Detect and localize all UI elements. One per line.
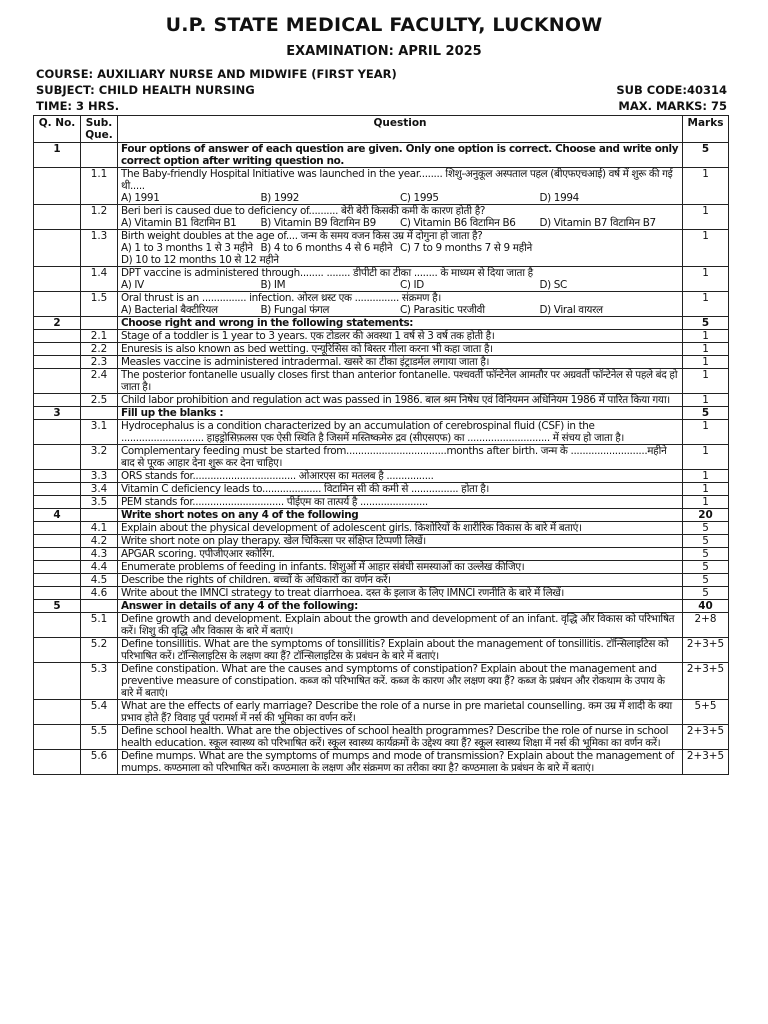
sub-question-number: 3.2 [81, 445, 118, 470]
question-text: Define constipation. What are the causes and symptoms of constipation? Explain about the management and preventive measure of constipation. कब्ज को परिभाषित करें. कब्ज के कारण और लक्षण क्या हैं? कब्ज के प्रबंधन और रोकथाम के उपाय के बारे में बताएं। [121, 663, 665, 699]
question-cell [118, 535, 683, 548]
answer-option: A) IV [121, 279, 144, 291]
sub-question-number: 3.3 [81, 470, 118, 483]
q-no-blank [34, 343, 81, 356]
q-no-blank [34, 548, 81, 561]
question-row [34, 574, 729, 587]
col-header-q-no: Q. No. [34, 116, 81, 143]
section-instruction: Choose right and wrong in the following statements: [118, 317, 683, 330]
question-marks: 5 [683, 561, 729, 574]
question-row [34, 292, 729, 317]
section-number: 1 [34, 143, 81, 168]
q-no-blank [34, 394, 81, 407]
question-row [34, 230, 729, 267]
question-text: Oral thrust is an ............... infection. ओरल थ्रस्ट एक ............... संक्रमण है। [121, 292, 441, 304]
question-text: Complementary feeding must be started from..................................months after birth. जन्म के ..........................महीने बाद से पूरक आहार देना शुरू कर देना चाहिए। [121, 445, 667, 469]
q-no-blank [34, 330, 81, 343]
question-marks: 1 [683, 168, 729, 205]
question-cell [118, 470, 683, 483]
q-no-blank [34, 445, 81, 470]
question-text: Write about the IMNCI strategy to treat diarrhoea. दस्त के इलाज के लिए IMNCI रणनीति के बारे में लिखें। [121, 587, 565, 599]
question-text: Define tonsillitis. What are the symptoms of tonsillitis? Explain about the management of tonsillitis. टॉन्सिलाइटिस को परिभाषित करें। टॉन्सिलाइटिस के लक्षण क्या हैं? टॉन्सिलाइटिस के प्रबंधन के बारे में बताएं। [121, 638, 669, 662]
question-marks: 1 [683, 205, 729, 230]
question-row [34, 638, 729, 663]
sub-question-number: 3.5 [81, 496, 118, 509]
question-cell [118, 356, 683, 369]
section-sub-blank [81, 509, 118, 522]
question-row [34, 663, 729, 700]
question-marks: 1 [683, 483, 729, 496]
question-text: Birth weight doubles at the age of.... जन्म के समय वजन किस उम्र में दोगुना हो जाता है? [121, 230, 483, 242]
sub-question-number: 5.5 [81, 725, 118, 750]
col-header-sub-que: Sub. Que. [81, 116, 118, 143]
question-marks: 5 [683, 535, 729, 548]
question-text: ORS stands for................................... ओआरएस का मतलब है ................ [121, 470, 434, 482]
sub-question-number: 1.1 [81, 168, 118, 205]
q-no-blank [34, 535, 81, 548]
question-row [34, 587, 729, 600]
sub-question-number: 5.2 [81, 638, 118, 663]
q-no-blank [34, 470, 81, 483]
q-no-blank [34, 483, 81, 496]
question-text: Explain about the physical development of adolescent girls. किशोरियों के शारीरिक विकास के बारे में बताएं। [121, 522, 582, 534]
question-row [34, 522, 729, 535]
question-marks: 1 [683, 267, 729, 292]
question-table-body [34, 143, 729, 775]
question-marks: 2+3+5 [683, 750, 729, 775]
question-text: Write short note on play therapy. खेल चिकित्सा पर संक्षिप्त टिप्पणी लिखें। [121, 535, 426, 547]
time-line: TIME: 3 HRS. [36, 99, 120, 113]
question-row [34, 725, 729, 750]
answer-options [121, 279, 679, 291]
question-marks: 1 [683, 330, 729, 343]
answer-option: A) Bacterial बैक्टीरियल [121, 304, 218, 316]
question-text: PEM stands for............................... पीईएम का तात्पर्य है ....................... [121, 496, 428, 508]
question-row [34, 496, 729, 509]
question-cell [118, 420, 683, 445]
sub-question-number: 2.5 [81, 394, 118, 407]
question-marks: 1 [683, 356, 729, 369]
section-sub-blank [81, 143, 118, 168]
sub-question-number: 5.4 [81, 700, 118, 725]
answer-option: B) 4 to 6 months 4 से 6 महीने [260, 242, 393, 254]
section-number: 3 [34, 407, 81, 420]
question-marks: 1 [683, 394, 729, 407]
question-cell [118, 587, 683, 600]
question-row [34, 470, 729, 483]
question-cell [118, 663, 683, 700]
question-text: Describe the rights of children. बच्चों के अधिकारों का वर्णन करें। [121, 574, 391, 586]
table-header-row [34, 116, 729, 143]
answer-option: A) 1991 [121, 192, 160, 204]
question-cell [118, 725, 683, 750]
sub-question-number: 2.1 [81, 330, 118, 343]
institution-title: U.P. STATE MEDICAL FACULTY, LUCKNOW [165, 14, 603, 36]
question-row [34, 356, 729, 369]
q-no-blank [34, 292, 81, 317]
section-marks: 40 [683, 600, 729, 613]
answer-option: C) 7 to 9 months 7 से 9 महीने [400, 242, 532, 254]
question-text: Beri beri is caused due to deficiency of.......... बेरी बेरी किसकी कमी के कारण होती है? [121, 205, 486, 217]
sub-question-number: 2.3 [81, 356, 118, 369]
question-row [34, 535, 729, 548]
question-text: Measles vaccine is administered intradermal. खसरे का टीका इंट्राडर्मल लगाया जाता है। [121, 356, 490, 368]
answer-option: C) Parasitic परजीवी [400, 304, 485, 316]
section-instruction: Fill up the blanks : [118, 407, 683, 420]
section-sub-blank [81, 407, 118, 420]
q-no-blank [34, 205, 81, 230]
sub-question-number: 1.4 [81, 267, 118, 292]
answer-option: B) Vitamin B9 विटामिन B9 [260, 217, 376, 229]
question-marks: 1 [683, 230, 729, 267]
question-row [34, 330, 729, 343]
question-row [34, 343, 729, 356]
question-row [34, 483, 729, 496]
question-cell [118, 445, 683, 470]
question-row [34, 613, 729, 638]
question-text: The Baby-friendly Hospital Initiative was launched in the year........ शिशु-अनुकूल अस्पताल पहल (बीएफएचआई) वर्ष में शुरू की गई थी..... [121, 168, 673, 192]
sub-question-number: 3.1 [81, 420, 118, 445]
answer-options [121, 192, 679, 204]
question-cell [118, 574, 683, 587]
section-row [34, 407, 729, 420]
q-no-blank [34, 561, 81, 574]
q-no-blank [34, 700, 81, 725]
q-no-blank [34, 496, 81, 509]
q-no-blank [34, 750, 81, 775]
q-no-blank [34, 369, 81, 394]
answer-option: A) 1 to 3 months 1 से 3 महीने [121, 242, 253, 254]
q-no-blank [34, 168, 81, 205]
section-row [34, 317, 729, 330]
answer-option: C) 1995 [400, 192, 439, 204]
question-cell [118, 369, 683, 394]
question-marks: 1 [683, 420, 729, 445]
question-marks: 5 [683, 522, 729, 535]
question-marks: 1 [683, 445, 729, 470]
question-marks: 5 [683, 587, 729, 600]
section-row [34, 143, 729, 168]
sub-question-number: 1.3 [81, 230, 118, 267]
sub-code: SUB CODE:40314 [616, 83, 727, 97]
section-instruction: Answer in details of any 4 of the following: [118, 600, 683, 613]
col-header-marks: Marks [683, 116, 729, 143]
question-row [34, 205, 729, 230]
question-row [34, 168, 729, 205]
question-cell [118, 700, 683, 725]
q-no-blank [34, 420, 81, 445]
question-cell [118, 522, 683, 535]
q-no-blank [34, 587, 81, 600]
section-marks: 5 [683, 143, 729, 168]
question-cell [118, 267, 683, 292]
section-sub-blank [81, 600, 118, 613]
question-marks: 1 [683, 496, 729, 509]
answer-option: D) Vitamin B7 विटामिन B7 [539, 217, 656, 229]
sub-question-number: 2.4 [81, 369, 118, 394]
question-row [34, 700, 729, 725]
question-marks: 2+3+5 [683, 663, 729, 700]
question-text: Enuresis is also known as bed wetting. एन्यूरिसिस को बिस्तर गीला करना भी कहा जाता है। [121, 343, 493, 355]
answer-option: B) Fungal फंगल [260, 304, 330, 316]
section-number: 5 [34, 600, 81, 613]
question-row [34, 369, 729, 394]
question-marks: 5 [683, 548, 729, 561]
answer-option: C) Vitamin B6 विटामिन B6 [400, 217, 516, 229]
question-cell [118, 343, 683, 356]
question-marks: 1 [683, 369, 729, 394]
question-row [34, 267, 729, 292]
answer-options [121, 304, 679, 316]
answer-option: B) 1992 [260, 192, 299, 204]
q-no-blank [34, 522, 81, 535]
question-marks: 1 [683, 470, 729, 483]
question-cell [118, 292, 683, 317]
sub-question-number: 4.4 [81, 561, 118, 574]
question-text: The posterior fontanelle usually closes first than anterior fontanelle. पश्चवर्ती फॉन्टेनेल आमतौर पर अग्रवर्ती फॉन्टेनेल से पहले बंद हो जाता है। [121, 369, 678, 393]
question-row [34, 394, 729, 407]
question-marks: 1 [683, 343, 729, 356]
question-cell [118, 561, 683, 574]
q-no-blank [34, 230, 81, 267]
course-line: COURSE: AUXILIARY NURSE AND MIDWIFE (FIRST YEAR) [36, 67, 397, 81]
sub-question-number: 4.1 [81, 522, 118, 535]
section-marks: 5 [683, 317, 729, 330]
question-marks: 2+8 [683, 613, 729, 638]
question-marks: 2+3+5 [683, 638, 729, 663]
answer-options [121, 217, 679, 229]
sub-question-number: 5.3 [81, 663, 118, 700]
sub-question-number: 1.2 [81, 205, 118, 230]
question-text: Stage of a toddler is 1 year to 3 years. एक टोडलर की अवस्था 1 वर्ष से 3 वर्ष तक होती है। [121, 330, 495, 342]
question-text: Hydrocephalus is a condition characterized by an accumulation of cerebrospinal fluid (CSF) in the ............................ हाइड्रोसिफ़लस एक ऐसी स्थिति है जिसमें मस्तिष्कमेरु द्रव (सीएसएफ) का ............................ में संचय हो जाता है। [121, 420, 624, 444]
q-no-blank [34, 356, 81, 369]
max-marks: MAX. MARKS: 75 [618, 99, 727, 113]
section-instruction: Write short notes on any 4 of the following [118, 509, 683, 522]
sub-question-number: 3.4 [81, 483, 118, 496]
answer-options [121, 242, 679, 266]
question-text: APGAR scoring. एपीजीएआर स्कोरिंग. [121, 548, 275, 560]
question-text: What are the effects of early marriage? Describe the role of a nurse in pre marietal counselling. कम उम्र में शादी के क्या प्रभाव होते हैं? विवाह पूर्व परामर्श में नर्स की भूमिका का वर्णन करें। [121, 700, 672, 724]
question-text: Child labor prohibition and regulation act was passed in 1986. बाल श्रम निषेध एवं विनियमन अधिनियम 1986 में पारित किया गया। [121, 394, 670, 406]
question-row [34, 750, 729, 775]
question-table [33, 115, 729, 775]
sub-question-number: 5.6 [81, 750, 118, 775]
section-marks: 20 [683, 509, 729, 522]
question-cell [118, 330, 683, 343]
question-cell [118, 613, 683, 638]
sub-question-number: 4.6 [81, 587, 118, 600]
q-no-blank [34, 613, 81, 638]
question-marks: 2+3+5 [683, 725, 729, 750]
question-marks: 5 [683, 574, 729, 587]
sub-question-number: 2.2 [81, 343, 118, 356]
answer-option: D) Viral वायरल [539, 304, 603, 316]
question-marks: 1 [683, 292, 729, 317]
sub-question-number: 5.1 [81, 613, 118, 638]
question-row [34, 420, 729, 445]
section-number: 4 [34, 509, 81, 522]
question-marks: 5+5 [683, 700, 729, 725]
question-cell [118, 638, 683, 663]
sub-question-number: 4.3 [81, 548, 118, 561]
answer-option: A) Vitamin B1 विटामिन B1 [121, 217, 237, 229]
question-row [34, 445, 729, 470]
question-cell [118, 483, 683, 496]
q-no-blank [34, 663, 81, 700]
question-row [34, 561, 729, 574]
section-row [34, 509, 729, 522]
question-cell [118, 496, 683, 509]
subject-line: SUBJECT: CHILD HEALTH NURSING [36, 83, 255, 97]
answer-option: C) ID [400, 279, 424, 291]
question-cell [118, 168, 683, 205]
question-text: Enumerate problems of feeding in infants. शिशुओं में आहार संबंधी समस्याओं का उल्लेख कीजिए। [121, 561, 525, 573]
question-text: DPT vaccine is administered through........ ........ डीपीटी का टीका ........ के माध्यम से दिया जाता है [121, 267, 533, 279]
q-no-blank [34, 638, 81, 663]
answer-option: D) 10 to 12 months 10 से 12 महीने [121, 254, 279, 266]
question-text: Vitamin C deficiency leads to.................... विटामिन सी की कमी से ................ होता है। [121, 483, 490, 495]
sub-question-number: 4.5 [81, 574, 118, 587]
question-row [34, 548, 729, 561]
question-text: Define growth and development. Explain about the growth and development of an infant. वृद्धि और विकास को परिभाषित करें। शिशु की वृद्धि और विकास के बारे में बताएं। [121, 613, 675, 637]
section-number: 2 [34, 317, 81, 330]
q-no-blank [34, 574, 81, 587]
examination-date: EXAMINATION: APRIL 2025 [286, 44, 482, 59]
sub-question-number: 1.5 [81, 292, 118, 317]
col-header-question: Question [118, 116, 683, 143]
section-marks: 5 [683, 407, 729, 420]
section-instruction: Four options of answer of each question are given. Only one option is correct. Choose and write only correct option after writing question no. [118, 143, 683, 168]
question-text: Define school health. What are the objectives of school health programmes? Describe the role of nurse in school health education. स्कूल स्वास्थ्य को परिभाषित करें। स्कूल स्वास्थ्य कार्यक्रमों के उद्देश्य क्या हैं? स्कूल स्वास्थ्य शिक्षा में नर्स की भूमिका का वर्णन करें। [121, 725, 669, 749]
q-no-blank [34, 725, 81, 750]
section-sub-blank [81, 317, 118, 330]
question-cell [118, 750, 683, 775]
section-row [34, 600, 729, 613]
question-cell [118, 230, 683, 267]
q-no-blank [34, 267, 81, 292]
answer-option: D) SC [539, 279, 567, 291]
sub-question-number: 4.2 [81, 535, 118, 548]
question-cell [118, 548, 683, 561]
question-cell [118, 205, 683, 230]
question-text: Define mumps. What are the symptoms of mumps and mode of transmission? Explain about the management of mumps. कण्ठमाला को परिभाषित करें। कण्ठमाला के लक्षण और संक्रमण का तरीका क्या है? कण्ठमाला के प्रबंधन के बारे में बताएं। [121, 750, 675, 774]
answer-option: D) 1994 [539, 192, 579, 204]
question-cell [118, 394, 683, 407]
answer-option: B) IM [260, 279, 286, 291]
